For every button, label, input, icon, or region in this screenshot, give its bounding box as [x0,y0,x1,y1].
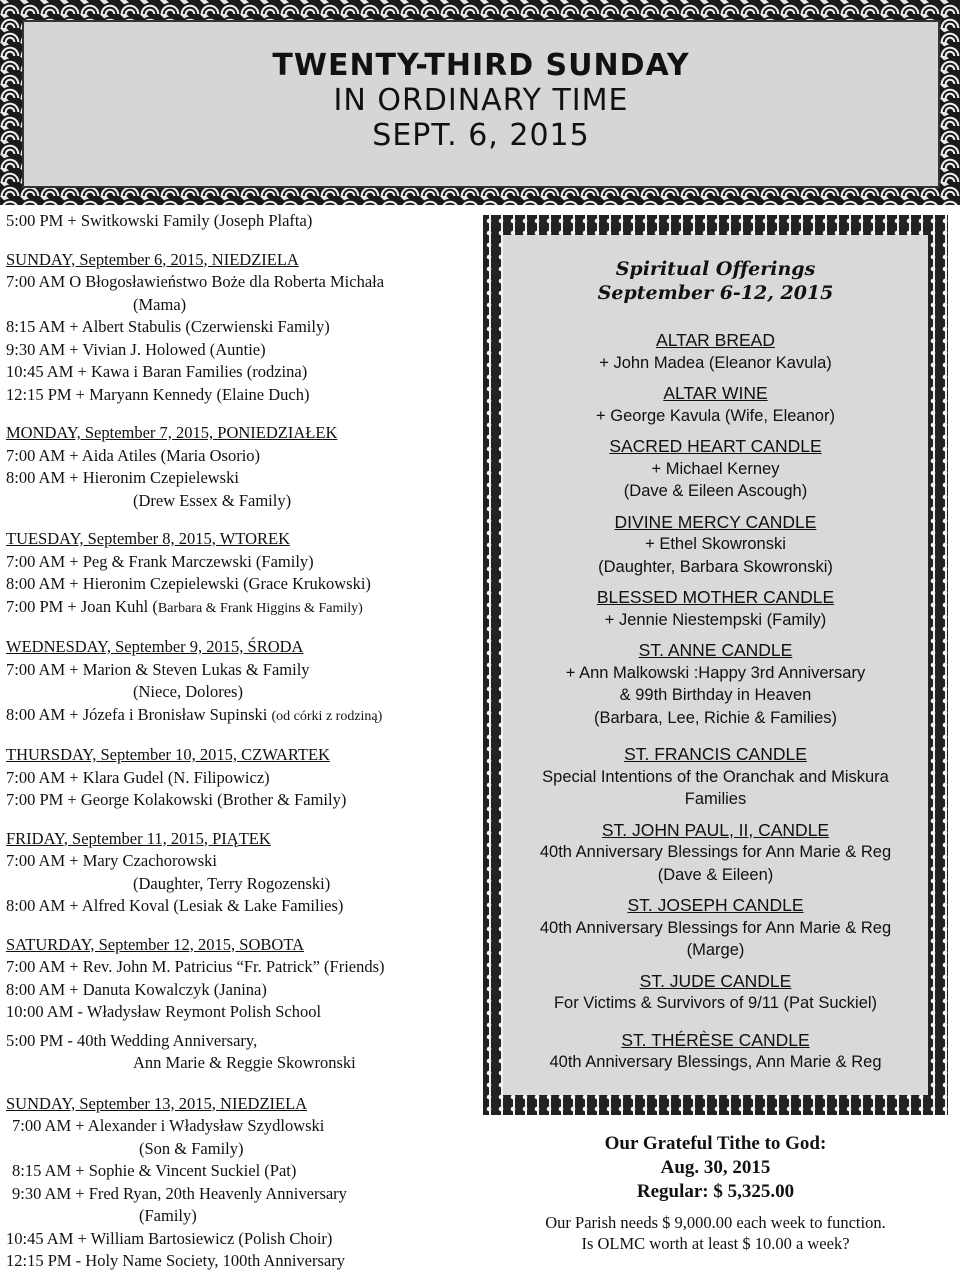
mass-line-main: 8:00 AM + Józefa i Bronisław Supinski [6,704,272,724]
candle-line: (Daughter, Barbara Skowronski) [598,557,833,576]
mass-line: 7:00 AM + Alexander i Władysław Szydlowski [12,1116,325,1135]
candle-line: For Victims & Survivors of 9/11 (Pat Suckiel) [553,994,878,1012]
day-wednesday [6,636,476,728]
mass-line: (Son & Family) [139,1138,244,1158]
candle-altar-bread [503,329,928,374]
candle-line: + John Madea (Eleanor Kavula) [599,353,832,372]
day-heading: MONDAY, September 7, 2015, PONIEDZIAŁEK [6,423,338,442]
header-subtitle: IN ORDINARY TIME [333,83,629,118]
candle-title: SACRED HEART CANDLE [609,436,822,456]
candle-blessed-mother [503,586,928,631]
candle-line: (Dave & Eileen Ascough) [623,482,808,500]
day-heading: SATURDAY, September 12, 2015, SOBOTA [6,934,304,954]
offerings-dates: September 6-12, 2015 [597,282,834,304]
candle-title: ST. JOHN PAUL, II, CANDLE [601,819,830,840]
candle-divine-mercy [503,511,928,579]
candle-line: (Marge) [686,941,745,959]
candle-line: 40th Anniversary Blessings, Ann Marie & Reg [549,1053,882,1071]
candle-title: ST. JOSEPH CANDLE [627,895,804,915]
candle-line: 40th Anniversary Blessings for Ann Marie & Reg [539,843,892,861]
spiritual-offerings [503,235,928,1095]
day-monday [6,422,476,512]
mass-line-small: Barbara & Frank Higgins & Family) [157,600,363,616]
day-heading: FRIDAY, September 11, 2015, PIĄTEK [6,828,271,848]
candle-line: + Ann Malkowski :Happy 3rd Anniversary [565,663,866,682]
mass-line: 9:30 AM + Vivian J. Holowed (Auntie) [6,339,266,359]
day-heading: SUNDAY, September 6, 2015, NIEDZIELA [6,249,299,269]
candle-line: (Dave & Eileen) [657,865,774,884]
mass-line: 8:00 AM + Alfred Koval (Lesiak & Lake Families) [6,896,344,915]
day-heading: SUNDAY, September 13, 2015, NIEDZIELA [6,1093,308,1113]
mass-line: 9:30 AM + Fred Ryan, 20th Heavenly Anniversary [12,1183,347,1203]
day-thursday [6,744,476,812]
header-banner [0,0,960,205]
day-heading: THURSDAY, September 10, 2015, CZWARTEK [6,745,330,764]
day-heading: TUESDAY, September 8, 2015, WTOREK [6,529,291,548]
candle-title: ST. FRANCIS CANDLE [624,744,807,764]
mass-line: 12:15 PM + Maryann Kennedy (Elaine Duch) [6,384,310,404]
candle-st-francis [503,743,928,811]
candle-title: ALTAR WINE [663,383,768,403]
mass-intentions [6,210,476,1273]
tithe-section [483,1132,948,1254]
mass-line: 7:00 AM + Marion & Steven Lukas & Family [6,659,310,679]
candle-st-jude [503,970,928,1015]
offerings-frame [483,215,948,1115]
header-date: SEPT. 6, 2015 [372,118,590,153]
header-title: TWENTY-THIRD SUNDAY [272,48,690,83]
candle-line: (Barbara, Lee, Richie & Families) [593,708,837,727]
mass-line: 8:00 AM + Hieronim Czepielewski (Grace Krukowski) [6,574,371,593]
candle-line: + Ethel Skowronski [645,535,786,553]
mass-line: 7:00 AM + Klara Gudel (N. Filipowicz) [6,767,270,787]
mass-line: (Niece, Dolores) [133,682,243,701]
tithe-needs: Our Parish needs $ 9,000.00 each week to function. [545,1213,886,1232]
saturday-vigil-mass: 5:00 PM + Switkowski Family (Joseph Plafta) [6,211,313,230]
tithe-question: Is OLMC worth at least $ 10.00 a week? [581,1234,850,1253]
candle-sacred-heart [503,435,928,503]
mass-line: 7:00 PM + George Kolakowski (Brother & Family) [6,790,347,809]
offerings-title: Spiritual Offerings [615,258,816,280]
candle-line: Families [684,790,747,808]
mass-line: 10:45 AM + Kawa i Baran Families (rodzina) [6,362,308,381]
candle-st-john-paul [503,819,928,887]
candle-line: Special Intentions of the Oranchak and Miskura [542,767,889,786]
candle-altar-wine [503,382,928,427]
day-sunday-sept-6 [6,249,476,407]
candle-st-therese [503,1029,928,1074]
mass-line: 7:00 AM + Aida Atiles (Maria Osorio) [6,445,261,465]
day-tuesday [6,528,476,620]
mass-line: 8:15 AM + Sophie & Vincent Suckiel (Pat) [12,1161,297,1180]
mass-line: 10:45 AM + William Bartosiewicz (Polish Choir) [6,1228,333,1248]
mass-line: 8:15 AM + Albert Stabulis (Czerwienski Family) [6,317,330,336]
candle-title: DIVINE MERCY CANDLE [614,511,817,532]
mass-line: Ann Marie & Reggie Skowronski [133,1053,356,1072]
mass-line: (Family) [139,1206,197,1225]
mass-line: 7:00 AM + Rev. John M. Patricius “Fr. Patrick” (Friends) [6,957,385,976]
mass-line: 10:00 AM - Władysław Reymont Polish School [6,1002,322,1021]
day-heading: WEDNESDAY, September 9, 2015, ŚRODA [6,637,304,656]
tithe-title: Our Grateful Tithe to God: [604,1133,827,1154]
candle-line: 40th Anniversary Blessings for Ann Marie & Reg [539,918,892,937]
mass-line: 5:00 PM - 40th Wedding Anniversary, [6,1030,258,1050]
mass-line: (Daughter, Terry Rogozenski) [133,873,331,893]
tithe-regular: Regular: $ 5,325.00 [636,1181,795,1202]
mass-line: 12:15 PM - Holy Name Society, 100th Anniversary [6,1251,345,1270]
mass-line-small: (od córki z rodziną) [271,708,383,724]
candle-title: ST. JUDE CANDLE [639,970,792,991]
candle-line: + Jennie Niestempski (Family) [604,610,827,629]
candle-title: ST. THÉRÈSE CANDLE [621,1029,810,1050]
day-saturday [6,934,476,1075]
candle-st-anne [503,639,928,729]
candle-title: ST. ANNE CANDLE [638,640,793,660]
mass-line: 7:00 AM O Błogosławieństwo Boże dla Roberta Michała [6,272,385,291]
mass-line: 8:00 AM + Danuta Kowalczyk (Janina) [6,979,267,999]
mass-line-main: 7:00 PM + Joan Kuhl ( [6,596,158,616]
header-panel [22,20,940,188]
mass-line: 7:00 AM + Mary Czachorowski [6,851,217,870]
day-friday [6,828,476,918]
tithe-date: Aug. 30, 2015 [660,1157,771,1178]
mass-line [6,704,476,729]
mass-line [6,596,476,621]
candle-st-joseph [503,894,928,962]
candle-title: ALTAR BREAD [656,330,775,350]
candle-line: & 99th Birthday in Heaven [619,686,812,704]
mass-line: (Drew Essex & Family) [133,490,292,510]
mass-line: 8:00 AM + Hieronim Czepielewski [6,468,239,487]
mass-line: (Mama) [133,294,187,314]
candle-line: + Michael Kerney [651,459,780,478]
day-sunday-sept-13 [6,1093,476,1273]
mass-line: 7:00 AM + Peg & Frank Marczewski (Family) [6,551,314,571]
candle-line: + George Kavula (Wife, Eleanor) [596,406,835,425]
candle-title: BLESSED MOTHER CANDLE [596,587,835,607]
